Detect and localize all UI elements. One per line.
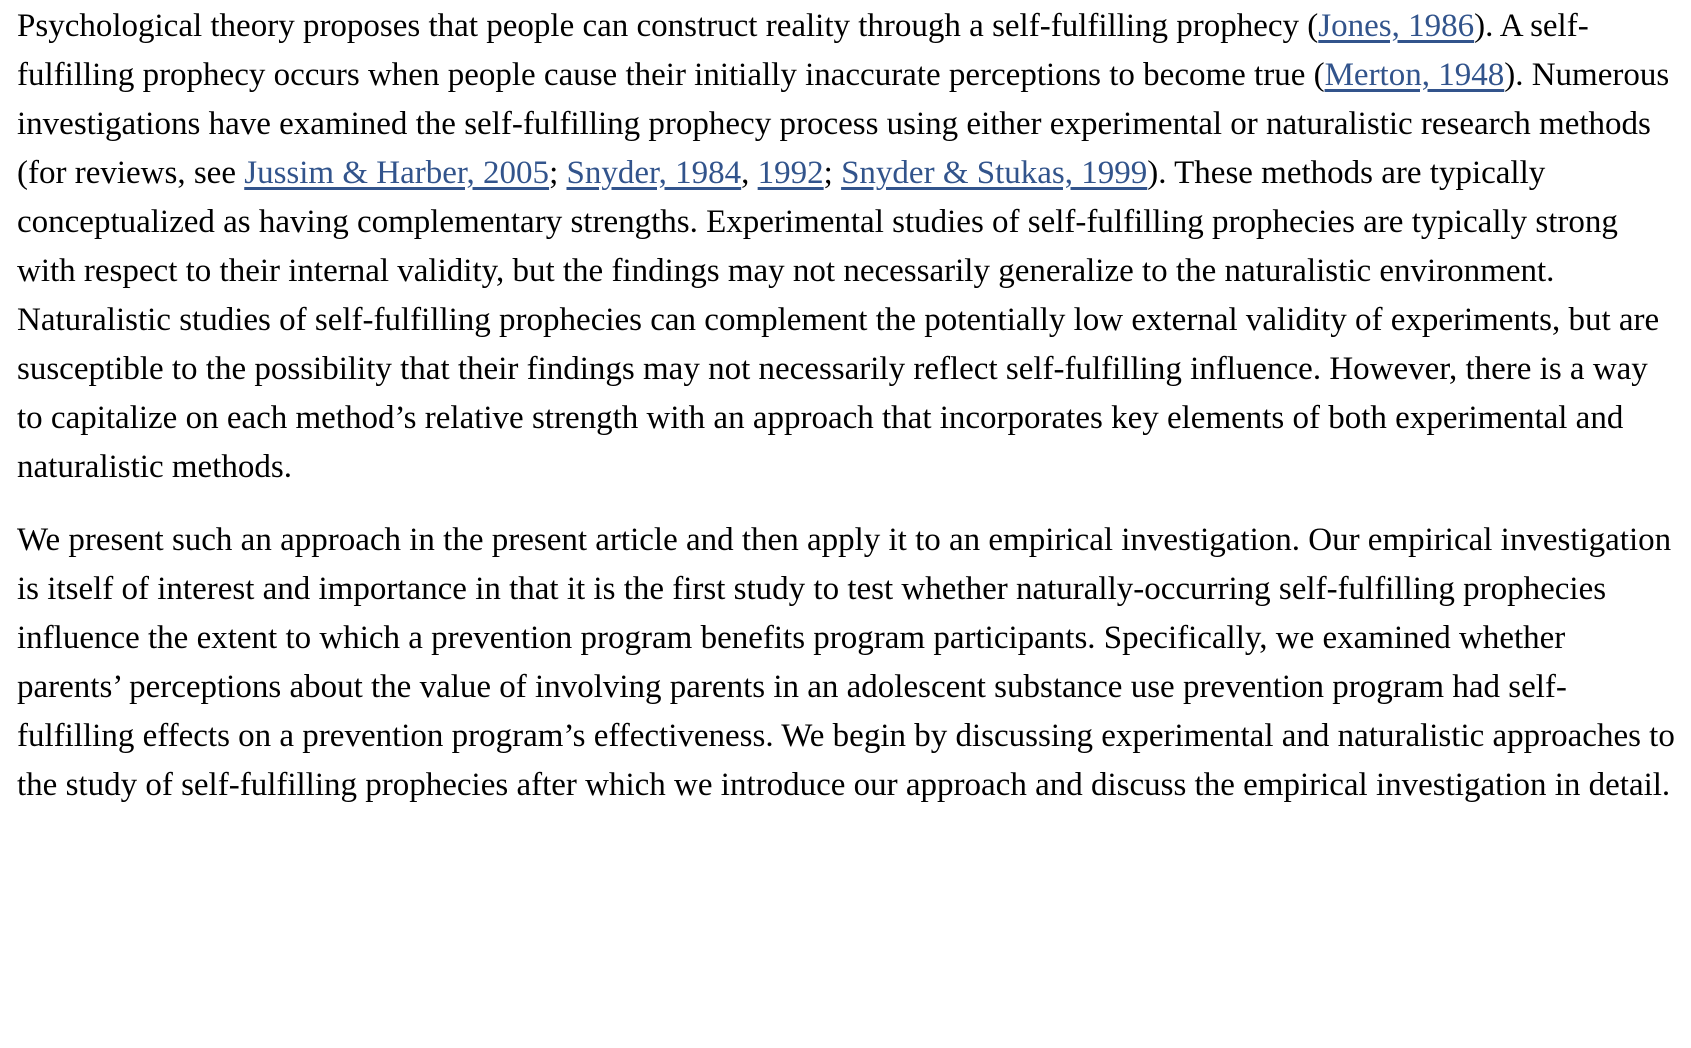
body-text: We present such an approach in the present article and then apply it to an empirical investigation. Our empirical investigation is itself of interest and importance in that it is the first study to test whether naturally-occurring self-fulfilling prophecies influence the extent to which a prevention program benefits program participants. Specifically, we examined whether parents’ perceptions about the value of involving parents in an adolescent substance use prevention program had self-fulfilling effects on a prevention program’s effectiveness. We begin by discussing experimental and naturalistic approaches to the study of self-fulfilling prophecies after which we introduce our approach and discuss the empirical investigation in detail.: [17, 522, 1675, 803]
paragraph-2: [17, 516, 1675, 810]
body-text: Psychological theory proposes that people can construct reality through a self-fulfilling prophecy (: [17, 8, 1319, 44]
paragraph-1: [17, 2, 1675, 492]
citation-link[interactable]: Snyder & Stukas, 1999: [841, 155, 1148, 191]
citation-link[interactable]: Snyder, 1984: [566, 155, 742, 191]
body-text: ). A self-fulfilling prophecy occurs when people cause their initially inaccurate perceptions to become true (: [17, 8, 1589, 93]
citation-link[interactable]: 1992: [757, 155, 824, 191]
body-text: ;: [823, 155, 842, 191]
body-text: ,: [741, 155, 758, 191]
article-text: [17, 2, 1675, 810]
citation-link[interactable]: Jones, 1986: [1318, 8, 1475, 44]
body-text: ;: [549, 155, 567, 191]
body-text: ). These methods are typically conceptualized as having complementary strengths. Experimental studies of self-fulfilling prophecies are typically strong with respect to their internal validity, but the findings may not necessarily generalize to the naturalistic environment. Naturalistic studies of self-fulfilling prophecies can complement the potentially low external validity of experiments, but are susceptible to the possibility that their findings may not necessarily reflect self-fulfilling influence. However, there is a way to capitalize on each method’s relative strength with an approach that incorporates key elements of both experimental and naturalistic methods.: [17, 155, 1660, 485]
body-text: ). Numerous investigations have examined the self-fulfilling prophecy process using either experimental or naturalistic research methods (for reviews, see: [17, 57, 1670, 191]
citation-link[interactable]: Merton, 1948: [1324, 57, 1505, 93]
citation-link[interactable]: Jussim & Harber, 2005: [244, 155, 550, 191]
